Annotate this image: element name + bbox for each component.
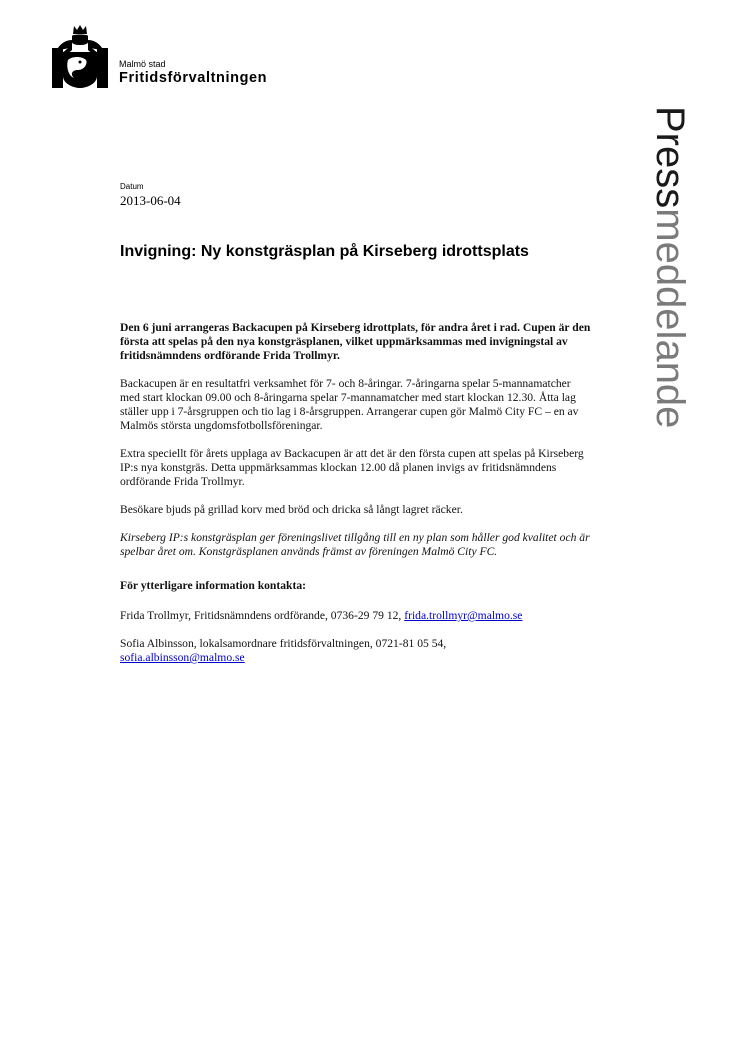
press-release-body [120,321,592,679]
contact-person-2-email-link[interactable]: sofia.albinsson@malmo.se [120,651,245,664]
body-paragraph-2: Extra speciellt för årets upplaga av Backacupen är att det är den första cupen att spelas på Kirseberg IP:s nya konstgräs. Detta uppmärksammas klockan 12.00 då planen invigs av fritidsnämndens ordförande Frida Trollmyr. [120,447,584,488]
page-title: Invigning: Ny konstgräsplan på Kirseberg idrottsplats [120,243,529,260]
contact-person-1 [120,609,592,623]
contact-person-2-text: Sofia Albinsson, lokalsamordnare fritidsförvaltningen, 0721-81 05 54, [120,637,447,650]
vertical-label-press: Press [648,106,692,209]
contact-heading: För ytterligare information kontakta: [120,579,307,592]
contact-person-2 [120,637,592,665]
document-type-label [650,106,690,428]
org-parent-name: Malmö stad [119,59,166,69]
org-name: Fritidsförvaltningen [119,70,268,86]
vertical-label-meddelande: meddelande [648,208,692,429]
body-paragraph-1: Backacupen är en resultatfri verksamhet för 7- och 8-åringar. 7-åringarna spelar 5-mannamatcher med start klockan 09.00 och 8-åringarna spelar 7-mannamatcher med start klockan 12.30. Åtta lag ställer upp i 7-årsgruppen och tio lag i 8-årsgruppen. Arrangerar cupen gör Malmö City FC – en av Malmös största ungdomsfotbollsföreningar. [120,377,579,432]
date-label: Datum [120,182,144,191]
italic-note: Kirseberg IP:s konstgräsplan ger föreningslivet tillgång till en ny plan som håller god kvalitet och är spelbar året om. Konstgräsplanen används främst av föreningen Malmö City FC. [120,531,590,558]
contact-person-1-email-link[interactable]: frida.trollmyr@malmo.se [404,609,523,622]
lead-paragraph: Den 6 juni arrangeras Backacupen på Kirseberg idrottplats, för andra året i rad. Cupen är den första att spelas på den nya konstgräsplanen, vilket uppmärksammas med invigningstal av fritidsnämndens ordförande Frida Trollmyr. [120,321,591,362]
date-value: 2013-06-04 [120,193,181,208]
malmo-coat-of-arms-logo [52,24,108,88]
contact-person-1-text: Frida Trollmyr, Fritidsnämndens ordförande, 0736-29 79 12, [120,609,405,622]
body-paragraph-3: Besökare bjuds på grillad korv med bröd och dricka så långt lagret räcker. [120,503,463,516]
